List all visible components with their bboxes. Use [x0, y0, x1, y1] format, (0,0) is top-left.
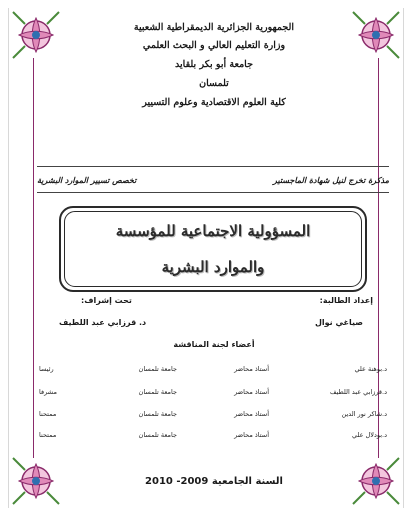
jury-name: د.بوهنة علي — [354, 365, 387, 373]
bottom-rule — [37, 192, 389, 193]
frame-left-line — [33, 58, 34, 458]
title-box — [59, 206, 367, 292]
academic-year: السنة الجامعية 2009- 2010 — [145, 476, 283, 487]
specialization: تخصص تسيير الموارد البشرية — [37, 176, 137, 185]
jury-role: مشرفا — [39, 388, 57, 396]
jury-university: جامعة تلمسان — [138, 388, 177, 396]
corner-ornament-bottom-left — [11, 456, 61, 506]
header-university: جامعة أبو بكر بلقايد — [175, 59, 253, 70]
supervisor-name: د. قرزابي عبد اللطيف — [59, 318, 147, 327]
jury-role: ممتحنا — [39, 410, 57, 418]
student-name: صياغي نوال — [314, 318, 363, 327]
header-city: تلمسان — [199, 78, 229, 89]
jury-heading: أعضاء لجنة المناقشة — [173, 340, 255, 349]
jury-name: د.بودلال علي — [352, 431, 387, 439]
thesis-title-line1: المسؤولية الاجتماعية للمؤسسة — [115, 222, 311, 240]
frame-right-line — [378, 58, 379, 458]
thesis-title-line2: والموارد البشرية — [161, 258, 265, 276]
jury-university: جامعة تلمسان — [138, 365, 177, 373]
jury-name: د.شاكر نور الدين — [341, 410, 387, 418]
jury-rank: أستاذ محاضر — [234, 410, 269, 418]
jury-rank: أستاذ محاضر — [234, 431, 269, 439]
header-republic: الجمهورية الجزائرية الديمقراطية الشعبية — [133, 22, 295, 33]
student-label: إعداد الطالبة: — [319, 296, 373, 305]
jury-role: ممتحنا — [39, 431, 57, 439]
header-faculty: كلية العلوم الاقتصادية وعلوم التسيير — [142, 97, 286, 108]
corner-ornament-top-right — [351, 10, 401, 60]
thesis-type: مذكرة تخرج لنيل شهادة الماجستير — [273, 176, 389, 185]
corner-ornament-top-left — [11, 10, 61, 60]
document-page — [8, 8, 404, 508]
corner-ornament-bottom-right — [351, 456, 401, 506]
jury-university: جامعة تلمسان — [138, 410, 177, 418]
jury-name: د.قرزابي عبد اللطيف — [329, 388, 387, 396]
header-ministry: وزارة التعليم العالي و البحث العلمي — [142, 40, 286, 51]
jury-role: رئيسا — [39, 365, 54, 373]
supervisor-label: تحت إشراف: — [81, 296, 132, 305]
jury-rank: أستاذ محاضر — [234, 388, 269, 396]
jury-university: جامعة تلمسان — [138, 431, 177, 439]
top-rule — [37, 166, 389, 167]
jury-rank: أستاذ محاضر — [234, 365, 269, 373]
